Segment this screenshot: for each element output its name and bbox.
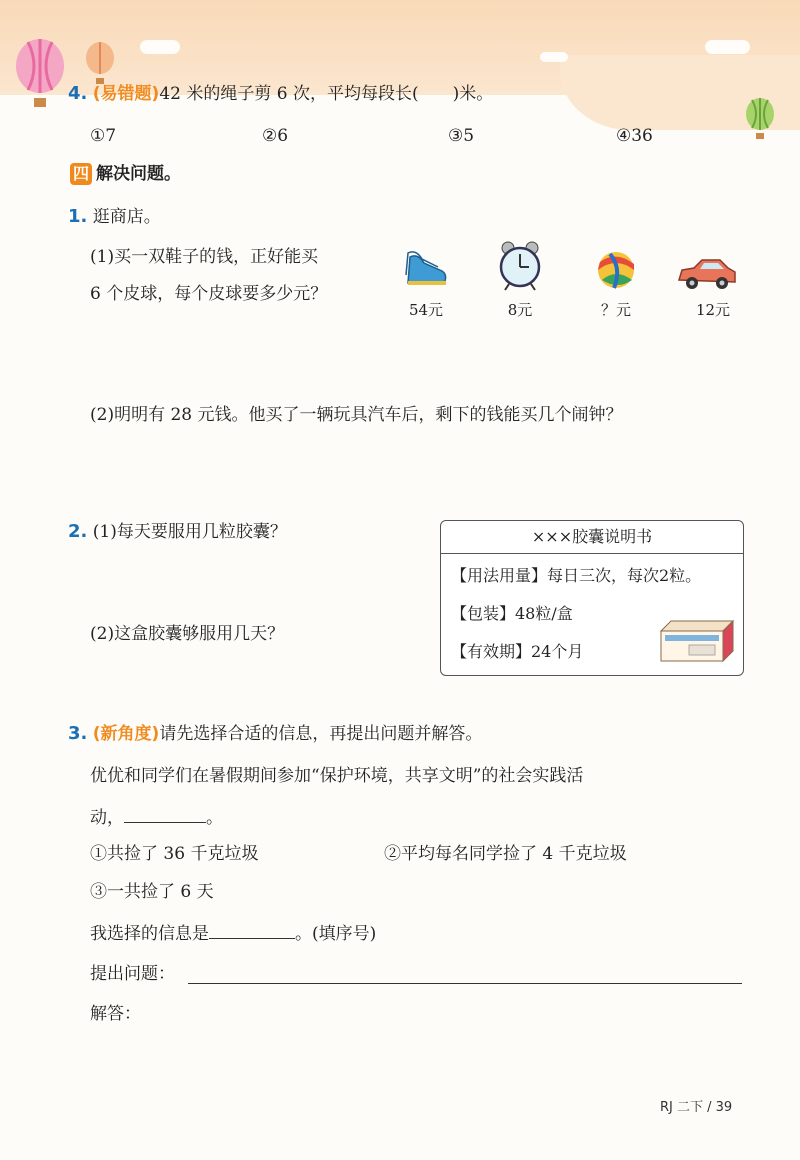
problem-1-sub2: (2)明明有 28 元钱。他买了一辆玩具汽车后，剩下的钱能买几个闹钟？ <box>90 405 623 425</box>
info-1: ①共捡了 36 千克垃圾 <box>90 844 259 864</box>
answer-label: 解答： <box>90 1004 141 1024</box>
page-footer: RJ 二下 / 39 <box>660 1100 733 1115</box>
box-title: ×××胶囊说明书 <box>441 521 743 554</box>
cloud-icon <box>540 52 568 62</box>
problem-2-sub1-line <box>68 520 287 544</box>
question-number: 1. <box>68 206 88 227</box>
problem-3-text: 请先选择合适的信息，再提出问题并解答。 <box>159 724 483 744</box>
problem-1-sub1-line2: 6 个皮球，每个皮球要多少元？ <box>90 284 328 304</box>
q4-option-2: ②6 <box>262 126 289 146</box>
problem-2-sub2: (2)这盒胶囊够服用几天？ <box>90 624 285 644</box>
info-2: ②平均每名同学捡了 4 千克垃圾 <box>384 844 627 864</box>
alarm-clock-price: 8元 <box>507 301 533 319</box>
choose-prefix: 我选择的信息是 <box>90 924 209 944</box>
info-3: ③一共捡了 6 天 <box>90 882 214 902</box>
problem-3-line <box>68 722 482 746</box>
section-title: 解决问题。 <box>96 164 181 184</box>
choose-suffix: 。(填序号) <box>295 924 377 944</box>
alarm-clock-icon <box>497 240 543 292</box>
shoes-icon <box>402 245 450 290</box>
q4-option-1: ①7 <box>90 126 117 146</box>
para-prefix: 动， <box>90 808 124 828</box>
question-tag: (易错题) <box>92 84 160 104</box>
question-number: 2. <box>68 521 88 542</box>
choose-blank[interactable] <box>209 920 295 939</box>
ball-price: ？元 <box>600 301 631 319</box>
box-line-package: 【包装】48粒/盒 <box>451 604 573 623</box>
cloud-icon <box>140 40 180 54</box>
medicine-box-icon <box>659 617 735 663</box>
toy-car-price: 12元 <box>695 301 731 319</box>
toy-car-icon <box>676 256 738 292</box>
box-line-usage: 【用法用量】每日三次，每次2粒。 <box>451 566 702 585</box>
problem-1-sub1-line1: (1)买一双鞋子的钱，正好能买 <box>90 247 319 267</box>
ball-icon <box>596 250 636 290</box>
question-tag: (新角度) <box>92 724 160 744</box>
question-number: 4. <box>68 83 88 104</box>
shoes-price: 54元 <box>408 301 444 319</box>
question-text: 42 米的绳子剪 6 次，平均每段长( )米。 <box>159 84 494 104</box>
q4-option-4: ④36 <box>616 126 653 146</box>
ask-answer-line[interactable] <box>188 983 742 984</box>
medicine-instructions-box <box>440 520 744 676</box>
problem-3-para-line2 <box>90 804 223 830</box>
q4-option-3: ③5 <box>448 126 475 146</box>
q4-line <box>68 82 493 106</box>
para-suffix: 。 <box>206 808 223 828</box>
cloud-icon <box>705 40 750 54</box>
problem-1-title <box>68 205 161 229</box>
problem-title: 逛商店。 <box>92 207 161 227</box>
box-line-expiry: 【有效期】24个月 <box>451 642 584 661</box>
hot-air-balloon-icon <box>740 98 780 143</box>
section-header <box>70 162 181 186</box>
question-number: 3. <box>68 723 88 744</box>
choose-line <box>90 920 376 946</box>
fill-blank[interactable] <box>124 804 206 823</box>
problem-3-para-line1: 优优和同学们在暑假期间参加“保护环境，共享文明”的社会实践活 <box>90 766 584 786</box>
problem-2-sub1: (1)每天要服用几粒胶囊？ <box>92 522 287 542</box>
section-badge: 四 <box>70 163 92 185</box>
ask-label: 提出问题： <box>90 964 175 984</box>
